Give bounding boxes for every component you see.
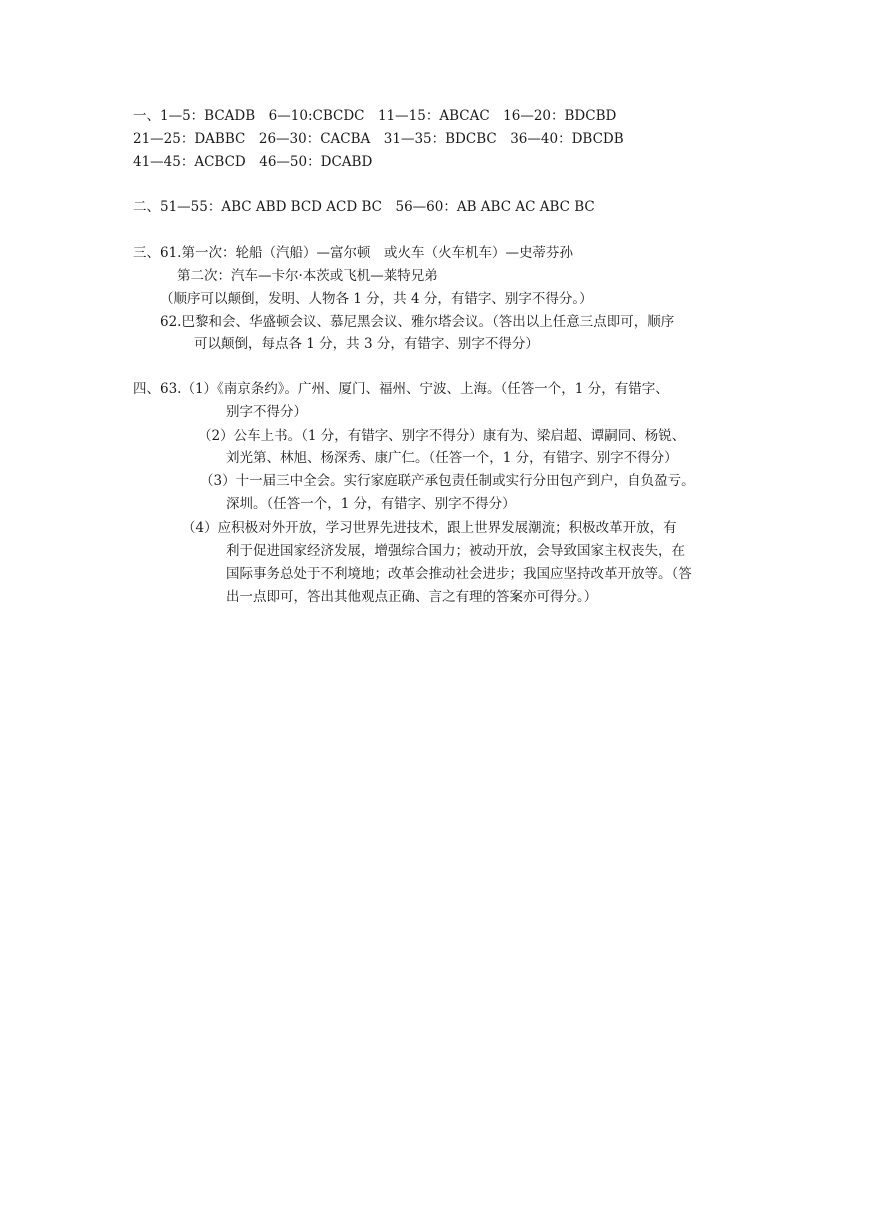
q63-part3-line1: （3）十一届三中全会。实行家庭联产承包责任制或实行分田包产到户，自负盈亏。 [200,473,695,489]
q63-part4-line2: 利于促进国家经济发展，增强综合国力；被动开放，会导致国家主权丧失，在 [226,543,685,559]
q63-part4-line4: 出一点即可，答出其他观点正确、言之有理的答案亦可得分。） [226,589,598,605]
q63-part1-line2: 别字不得分） [226,404,307,420]
q61-line1: 三、61.第一次：轮船（汽船）—富尔顿 或火车（火车机车）—史蒂芬孙 [133,245,573,261]
q63-part3-line2: 深圳。（任答一个，1 分，有错字、别字不得分） [226,496,516,512]
section1-line3: 41—45：ACBCD 46—50：DCABD [133,154,373,170]
section1-line1: 一、1—5：BCADB 6—10:CBCDC 11—15：ABCAC 16—20：BDCBD [133,108,617,124]
q63-part2-line2: 刘光第、林旭、杨深秀、康广仁。（任答一个，1 分，有错字、别字不得分） [226,450,678,466]
section1-line2: 21—25：DABBC 26—30：CACBA 31—35：BDCBC 36—40：DBCDB [133,131,624,147]
q61-scoring-note: （顺序可以颠倒，发明、人物各 1 分，共 4 分，有错字、别字不得分。） [160,291,593,307]
q62-line2: 可以颠倒，每点各 1 分，共 3 分，有错字、别字不得分） [194,336,539,352]
q63-part2-line1: （2）公车上书。（1 分，有错字、别字不得分）康有为、梁启超、谭嗣同、杨锐、 [198,428,686,444]
q63-part4-line3: 国际事务总处于不利境地；改革会推动社会进步；我国应坚持改革开放等。（答 [226,566,692,582]
q63-part4-line1: （4）应积极对外开放，学习世界先进技术，跟上世界发展潮流；积极改革开放，有 [182,520,677,536]
q61-line2: 第二次：汽车—卡尔·本茨或飞机—莱特兄弟 [177,268,438,284]
section2-line1: 二、51—55：ABC ABD BCD ACD BC 56—60：AB ABC AC ABC BC [133,199,595,215]
q63-part1-line1: 四、63.（1）《南京条约》。广州、厦门、福州、宁波、上海。（任答一个，1 分，有错字、 [133,381,669,397]
q62-line1: 62.巴黎和会、华盛顿会议、慕尼黑会议、雅尔塔会议。（答出以上任意三点即可，顺序 [160,314,675,330]
